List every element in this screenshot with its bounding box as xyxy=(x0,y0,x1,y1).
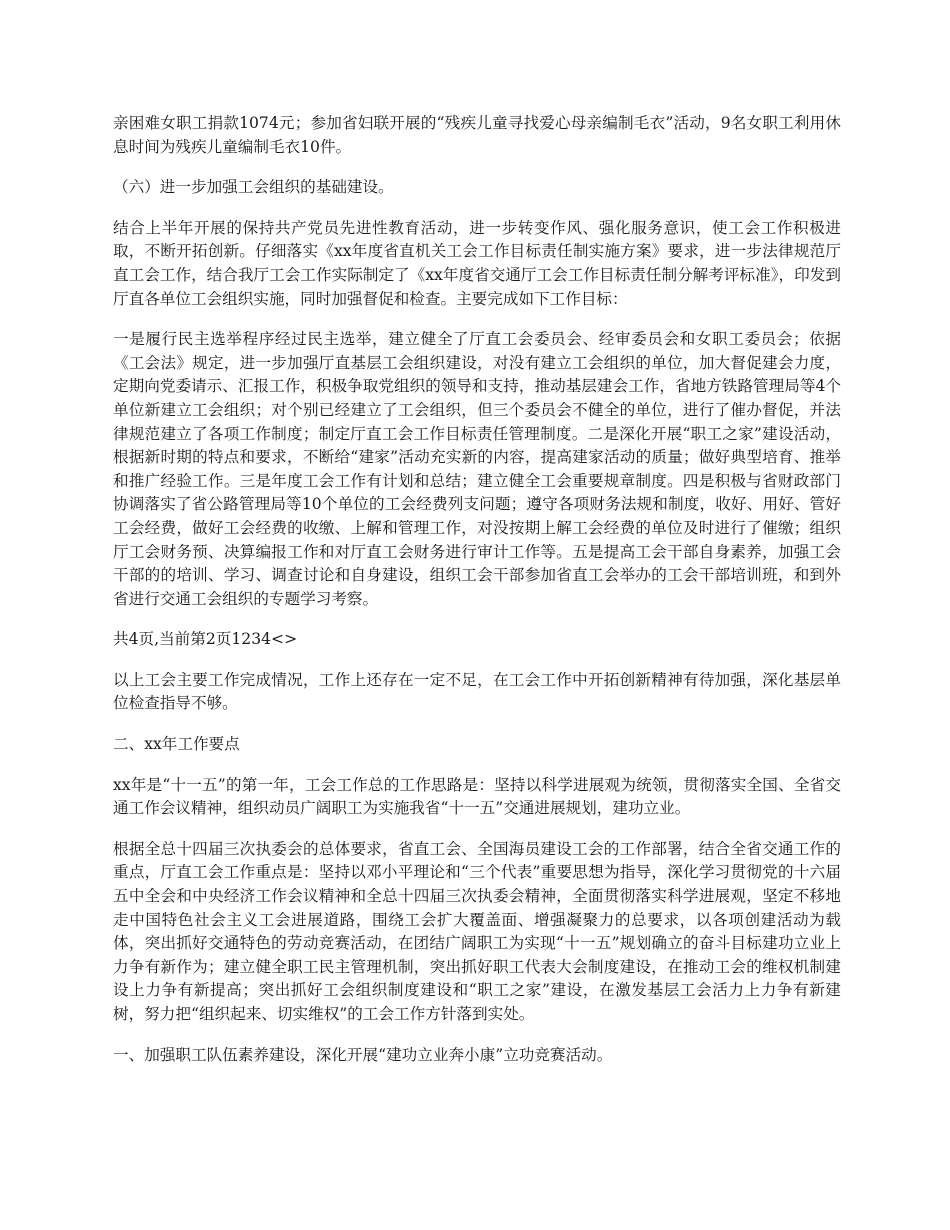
page-indicator: 共4页,当前第2页1234<> xyxy=(113,630,298,649)
paragraph-donation: 亲困难女职工捐款1074元；参加省妇联开展的“残疾儿童寻找爱心母亲编制毛衣”活动，9名女职工利用休息时间为残疾儿童编制毛衣10件。 xyxy=(113,114,841,156)
paragraph-foundation: 结合上半年开展的保持共产党员先进性教育活动，进一步转变作风、强化服务意识，使工会工作积极进取，不断开拓创新。仔细落实《xx年度省直机关工会工作目标责任制实施方案》要求，进一步法律规范厅直工会工作，结合我厅工会工作实际制定了《xx年度省交通厅工会工作目标责任制分解考评标准》，印发到厅直各单位工会组织实施，同时加强督促和检查。主要完成如下工作目标： xyxy=(113,218,841,308)
document-page xyxy=(113,112,841,1084)
paragraph-key-points: 根据全总十四届三次执委会的总体要求，省直工会、全国海员建设工会的工作部署，结合全省交通工作的重点，厅直工会工作重点是：坚持以邓小平理论和“三个代表”重要思想为指导，深化学习贯彻党的十六届五中全会和中央经济工作会议精神和全总十四届三次执委会精神，全面贯彻落实科学进展观，坚定不移地走中国特色社会主义工会进展道路，围绕工会扩大覆盖面、增强凝聚力的总要求，以各项创建活动为载体，突出抓好交通特色的劳动竞赛活动，在团结广阔职工为实现“十一五”规划确立的奋斗目标建功立业上力争有新作为；建立健全职工民主管理机制，突出抓好职工代表大会制度建设，在推动工会的维权机制建设上力争有新提高；突出抓好工会组织制度建设和“职工之家”建设，在激发基层工会活力上力争有新建树，努力把“组织起来、切实维权”的工会工作方针落到实处。 xyxy=(113,839,841,1023)
section-heading-two: 二、xx年工作要点 xyxy=(113,735,240,754)
paragraph-work-idea: xx年是“十一五”的第一年，工会工作总的工作思路是：坚持以科学进展观为统领，贯彻落实全国、全省交通工作会议精神，组织动员广阔职工为实施我省“十一五”交通进展规划，建功立业。 xyxy=(113,775,841,818)
section-heading-one: 一、加强职工队伍素养建设，深化开展“建功立业奔小康”立功竞赛活动。 xyxy=(113,1045,613,1064)
paragraph-summary: 以上工会主要工作完成情况，工作上还存在一定不足，在工会工作中开拓创新精神有待加强，深化基层单位检查指导不够。 xyxy=(113,670,841,713)
section-heading-six: （六）进一步加强工会组织的基础建设。 xyxy=(113,178,394,197)
paragraph-work-goals: 一是履行民主选举程序经过民主选举，建立健全了厅直工会委员会、经审委员会和女职工委员会；依据《工会法》规定，进一步加强厅直基层工会组织建设，对没有建立工会组织的单位，加大督促建会力度，定期向党委请示、汇报工作，积极争取党组织的领导和支持，推动基层建会工作，省地方铁路管理局等4个单位新建立工会组织；对个别已经建立了工会组织，但三个委员会不健全的单位，进行了催办督促，并法律规范建立了各项工作制度；制定厅直工会工作目标责任管理制度。二是深化开展“职工之家”建设活动，根据新时期的特点和要求，不断给“建家”活动充实新的内容，提高建家活动的质量；做好典型培育、推举和推广经验工作。三是年度工会工作有计划和总结；建立健全工会重要规章制度。四是积极与省财政部门协调落实了省公路管理局等10个单位的工会经费列支问题；遵守各项财务法规和制度，收好、用好、管好工会经费，做好工会经费的收缴、上解和管理工作，对没按期上解工会经费的单位及时进行了催缴；组织厅工会财务预、决算编报工作和对厅直工会财务进行审计工作等。五是提高工会干部自身素养，加强工会干部的的培训、学习、调查讨论和自身建设，组织工会干部参加省直工会举办的工会干部培训班，和到外省进行交通工会组织的专题学习考察。 xyxy=(113,330,842,608)
